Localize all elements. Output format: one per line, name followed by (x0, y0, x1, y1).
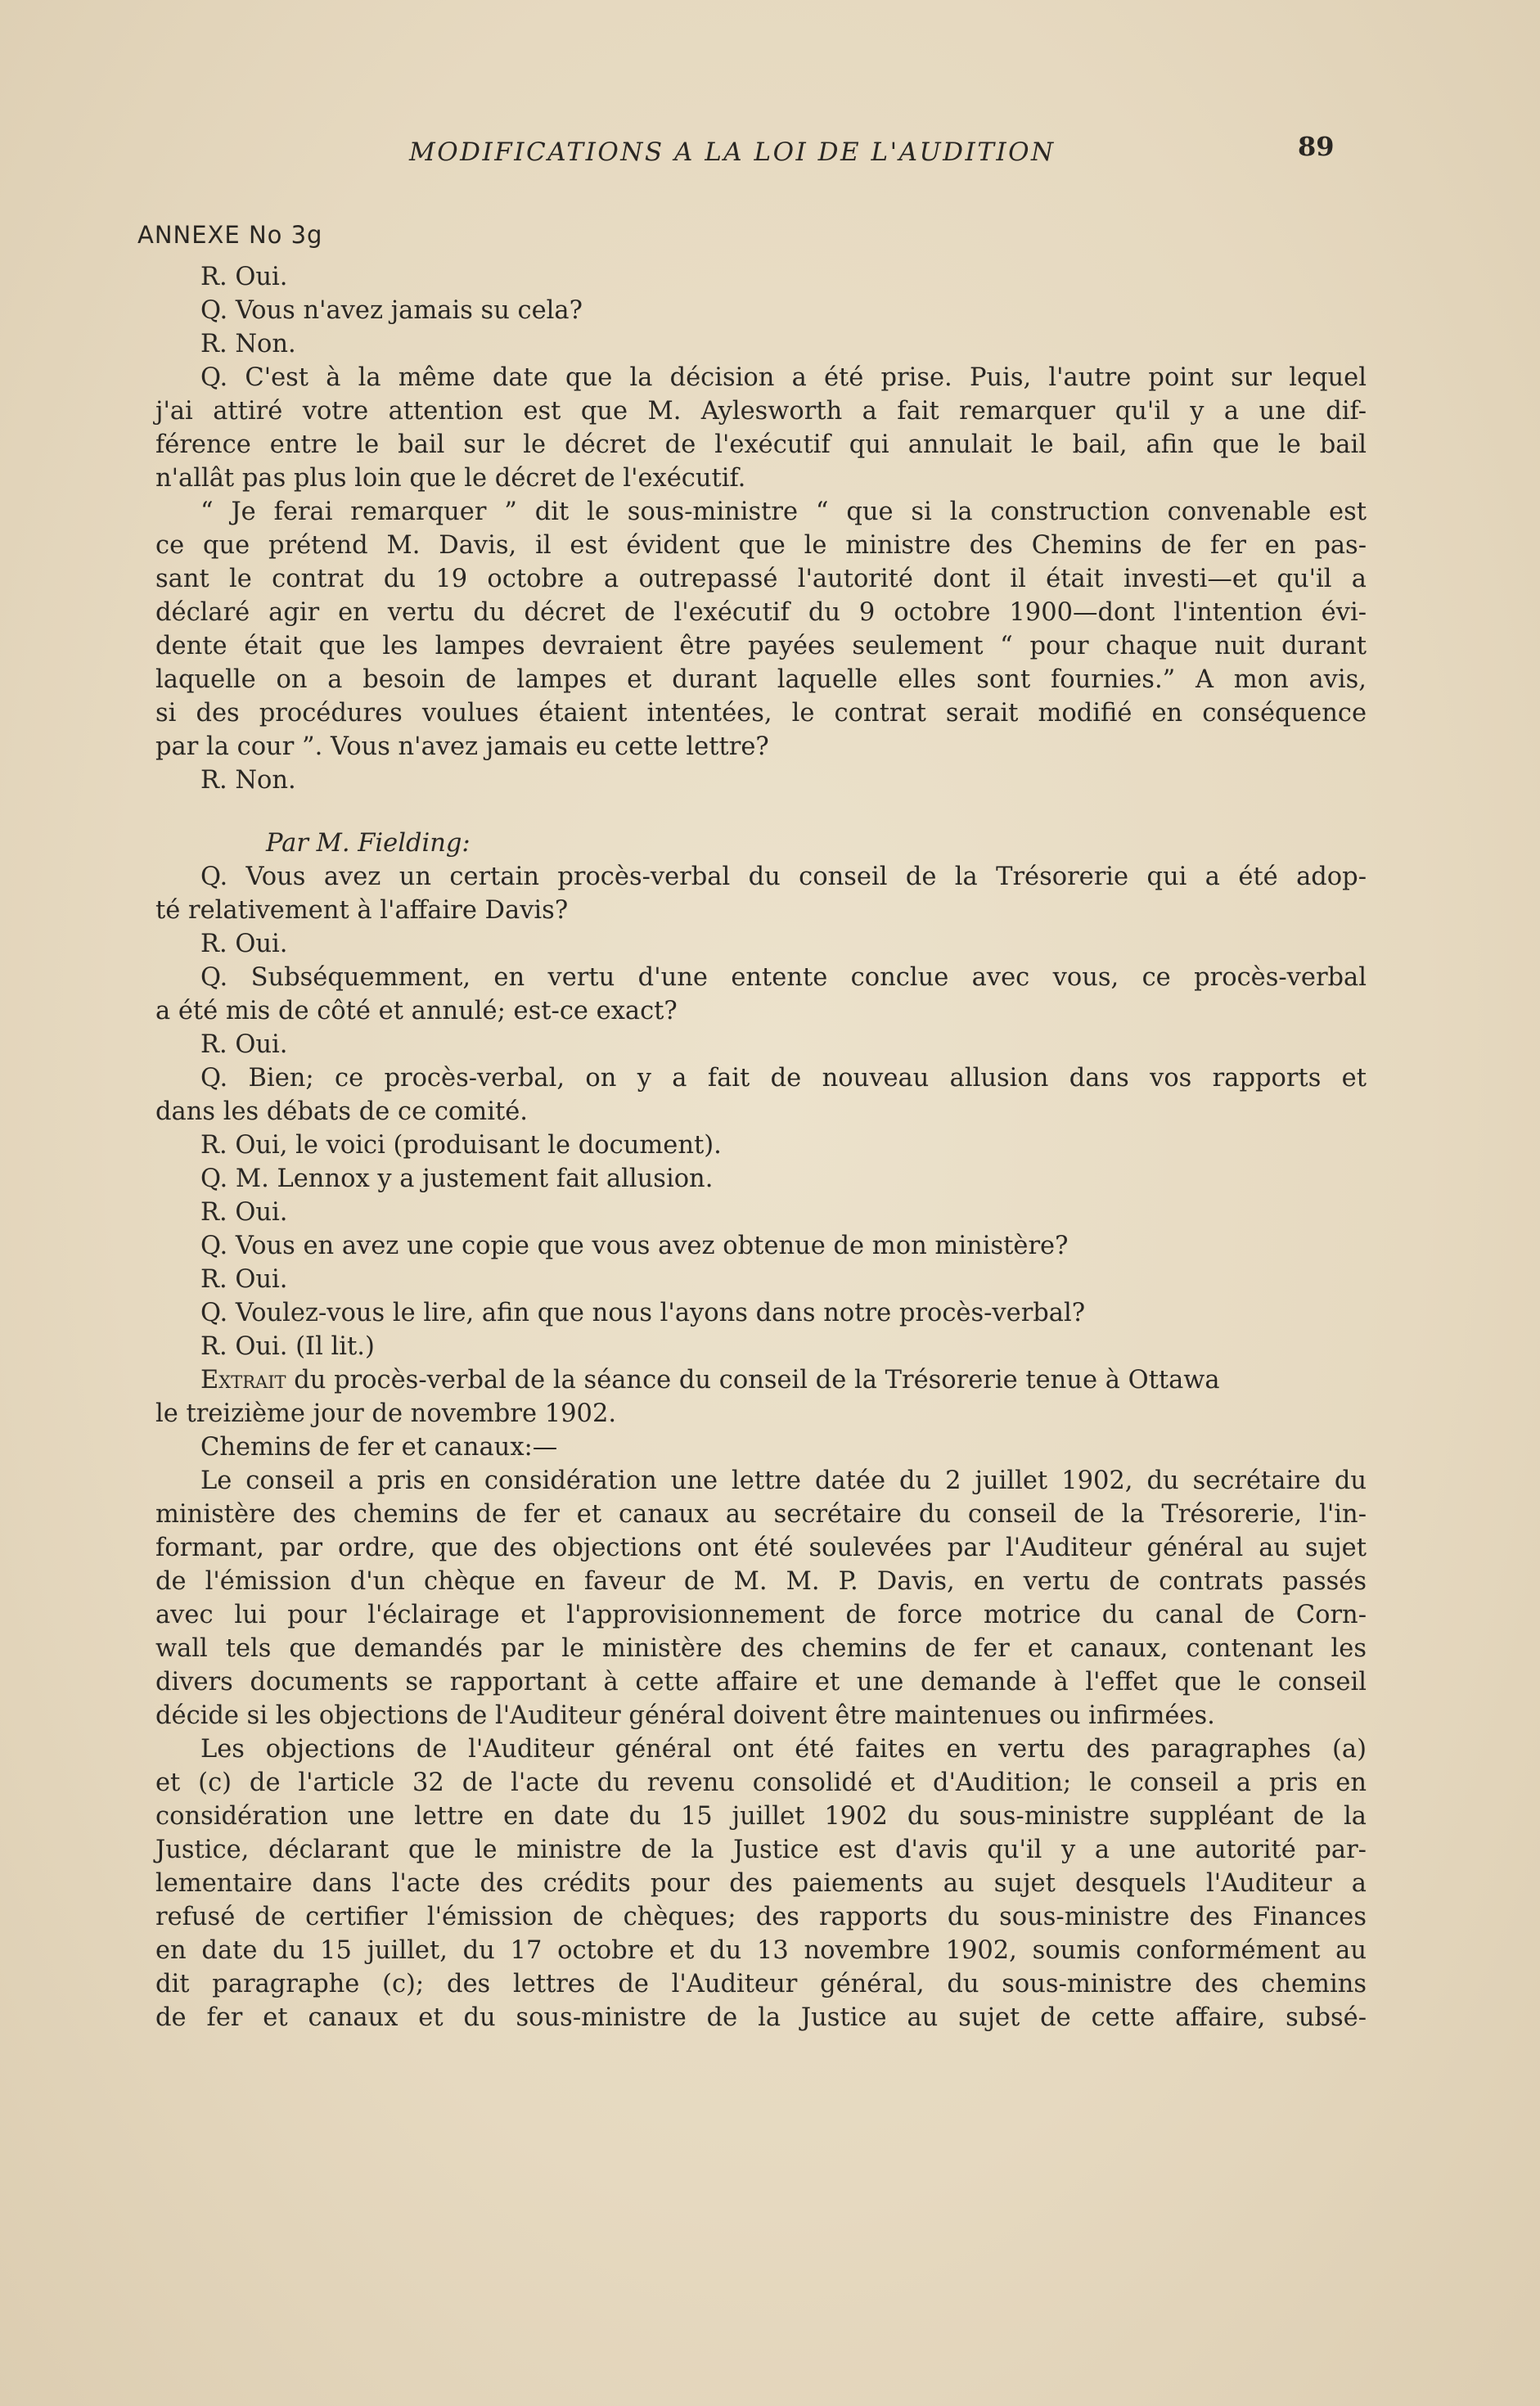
text-line: déclaré agir en vertu du décret de l'exécutif du 9 octobre 1900—dont l'intention évi- (155, 598, 1367, 627)
text-line: sant le contrat du 19 octobre a outrepassé l'autorité dont il était investi—et qu'il a (155, 565, 1367, 593)
page-number: 89 (1298, 131, 1335, 162)
text-line: R. Oui. (200, 930, 288, 958)
text-line: avec lui pour l'éclairage et l'approvisionnement de force motrice du canal de Corn- (155, 1601, 1367, 1629)
text-line: R. Oui. (200, 1030, 288, 1059)
text-line: dans les débats de ce comité. (155, 1097, 528, 1126)
text-line: dente était que les lampes devraient être payées seulement “ pour chaque nuit durant (155, 632, 1367, 660)
text-line: Q. Voulez-vous le lire, afin que nous l'ayons dans notre procès-verbal? (200, 1299, 1086, 1327)
text-line: té relativement à l'affaire Davis? (155, 896, 569, 925)
text-line: Q. C'est à la même date que la décision a été prise. Puis, l'autre point sur lequel (200, 363, 1367, 392)
text-line: décide si les objections de l'Auditeur général doivent être maintenues ou infirmées. (155, 1701, 1215, 1730)
annex-label: ANNEXE No 3g (137, 221, 323, 249)
text-line: refusé de certifier l'émission de chèques; des rapports du sous-ministre des Finances (155, 1903, 1367, 1931)
text-line: laquelle on a besoin de lampes et durant laquelle elles sont fournies.” A mon avis, (155, 665, 1367, 694)
text-line: j'ai attiré votre attention est que M. Aylesworth a fait remarquer qu'il y a une dif- (155, 397, 1367, 426)
text-line: R. Oui. (Il lit.) (200, 1332, 375, 1361)
text-line: Q. Vous avez un certain procès-verbal du conseil de la Trésorerie qui a été adop- (200, 863, 1367, 891)
text-line: dit paragraphe (c); des lettres de l'Auditeur général, du sous-ministre des chemins (155, 1970, 1367, 1998)
text-line: R. Non. (200, 766, 296, 795)
text-line: divers documents se rapportant à cette affaire et une demande à l'effet que le conseil (155, 1668, 1367, 1696)
section-heading: Chemins de fer et canaux:— (200, 1433, 558, 1462)
text-line: R. Oui, le voici (produisant le document). (200, 1131, 722, 1160)
text-line: R. Oui. (200, 263, 288, 291)
text-line: si des procédures voulues étaient intentées, le contrat serait modifié en conséquence (155, 699, 1367, 728)
text-line: Q. Subséquemment, en vertu d'une entente conclue avec vous, ce procès-verbal (200, 963, 1367, 992)
text-line: formant, par ordre, que des objections ont été soulevées par l'Auditeur général au sujet (155, 1534, 1367, 1562)
text-line: “ Je ferai remarquer ” dit le sous-ministre “ que si la construction convenable est (200, 498, 1367, 526)
text-line: considération une lettre en date du 15 juillet 1902 du sous-ministre suppléant de la (155, 1802, 1367, 1831)
text-line: wall tels que demandés par le ministère des chemins de fer et canaux, contenant les (155, 1634, 1367, 1663)
text-line: lementaire dans l'acte des crédits pour des paiements au sujet desquels l'Auditeur a (155, 1869, 1367, 1898)
text-line: Q. Vous en avez une copie que vous avez obtenue de mon ministère? (200, 1232, 1069, 1260)
text-line: R. Oui. (200, 1198, 288, 1227)
extract-label: Extrait (200, 1366, 286, 1394)
text-line: et (c) de l'article 32 de l'acte du revenu consolidé et d'Audition; le conseil a pris en (155, 1768, 1367, 1797)
text-line: ce que prétend M. Davis, il est évident que le ministre des Chemins de fer en pas- (155, 531, 1367, 560)
document-body (155, 260, 1367, 2034)
text-line: par la cour ”. Vous n'avez jamais eu cette lettre? (155, 732, 769, 761)
text-line: ministère des chemins de fer et canaux au secrétaire du conseil de la Trésorerie, l'in- (155, 1500, 1367, 1529)
text-line: Le conseil a pris en considération une lettre datée du 2 juillet 1902, du secrétaire du (200, 1467, 1367, 1495)
text-line: n'allât pas plus loin que le décret de l'exécutif. (155, 464, 746, 493)
text-line: Justice, déclarant que le ministre de la Justice est d'avis qu'il y a une autorité par- (155, 1836, 1367, 1864)
text-line: a été mis de côté et annulé; est-ce exact? (155, 997, 678, 1025)
text-line: en date du 15 juillet, du 17 octobre et du 13 novembre 1902, soumis conformément au (155, 1936, 1367, 1965)
text-line: de l'émission d'un chèque en faveur de M. M. P. Davis, en vertu de contrats passés (155, 1567, 1367, 1596)
text-line: Q. Vous n'avez jamais su cela? (200, 296, 583, 325)
running-title: MODIFICATIONS A LA LOI DE L'AUDITION (409, 137, 1056, 167)
extract-text: du procès-verbal de la séance du conseil de la Trésorerie tenue à Ottawa (286, 1366, 1220, 1394)
text-line: R. Oui. (200, 1265, 288, 1294)
text-line: Les objections de l'Auditeur général ont été faites en vertu des paragraphes (a) (200, 1735, 1367, 1764)
text-line: Q. Bien; ce procès-verbal, on y a fait de nouveau allusion dans vos rapports et (200, 1064, 1367, 1093)
text-line: de fer et canaux et du sous-ministre de la Justice au sujet de cette affaire, subsé- (155, 2003, 1367, 2032)
text-line: le treizième jour de novembre 1902. (155, 1399, 617, 1428)
text-line: férence entre le bail sur le décret de l'exécutif qui annulait le bail, afin que le bail (155, 430, 1367, 459)
text-line: Q. M. Lennox y a justement fait allusion. (200, 1165, 714, 1193)
extract-heading-line (155, 1363, 1367, 1397)
speaker-heading: Par M. Fielding: (266, 829, 471, 858)
text-line: R. Non. (200, 330, 296, 358)
